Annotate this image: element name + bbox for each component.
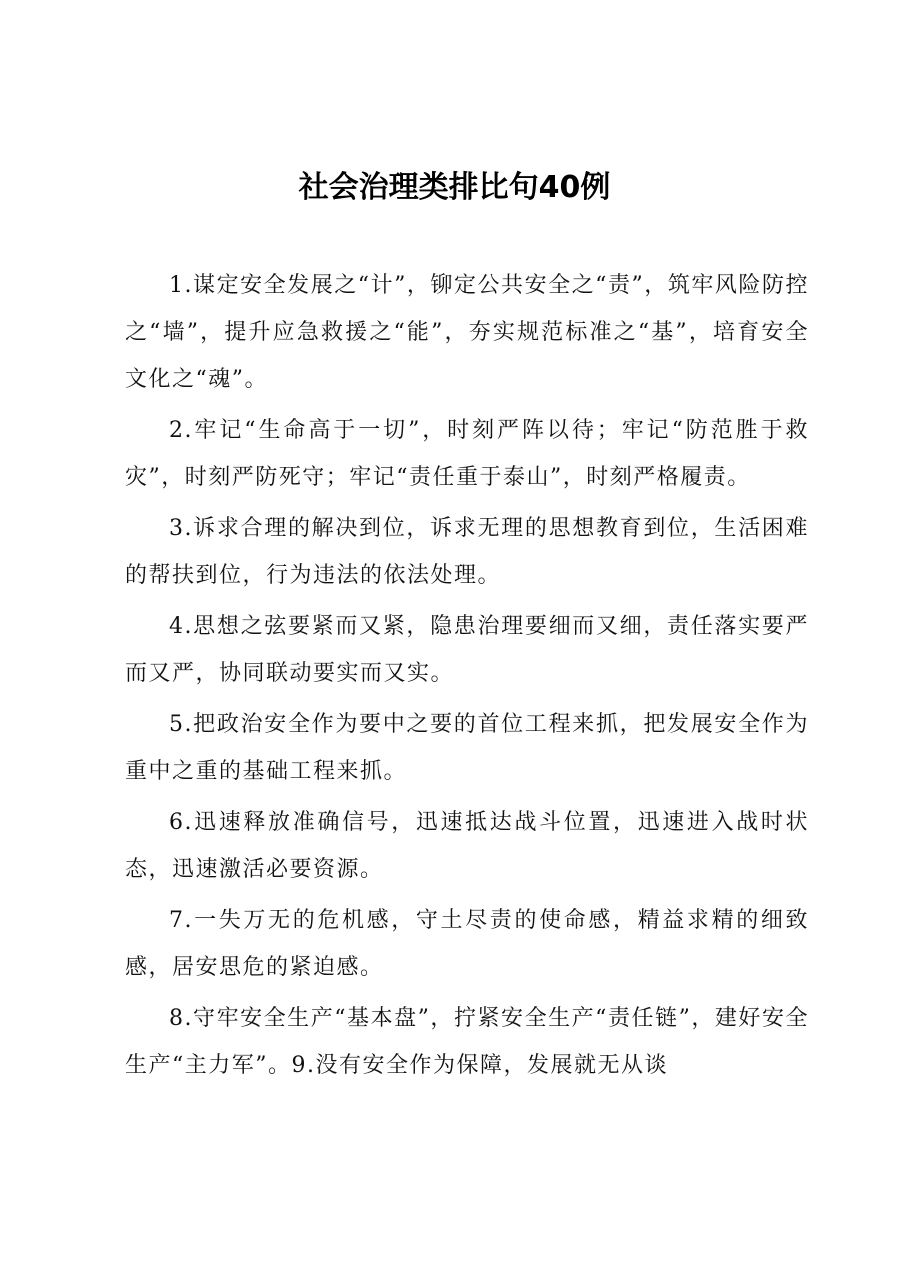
document-title: 社会治理类排比句40例 [298, 170, 611, 205]
paragraph-7: 7.一失万无的危机感，守土尽责的使命感，精益求精的细致感，居安思危的紧迫感。 [125, 908, 809, 980]
document-body [125, 262, 809, 1093]
paragraph-8: 8.守牢安全生产“基本盘”，拧紧安全生产“责任链”，建好安全生产“主力军”。9.没有安全作为保障，发展就无从谈 [125, 1006, 809, 1078]
paragraph-6: 6.迅速释放准确信号，迅速抵达战斗位置，迅速进入战时状态，迅速激活必要资源。 [125, 810, 809, 882]
paragraph-5: 5.把政治安全作为要中之要的首位工程来抓，把发展安全作为重中之重的基础工程来抓。 [125, 712, 809, 784]
paragraph-1: 1.谋定安全发展之“计”，铆定公共安全之“责”，筑牢风险防控之“墙”，提升应急救援之“能”，夯实规范标准之“基”，培育安全文化之“魂”。 [125, 273, 809, 392]
paragraph-2: 2.牢记“生命高于一切”，时刻严阵以待；牢记“防范胜于救灾”，时刻严防死守；牢记“责任重于泰山”，时刻严格履责。 [125, 418, 809, 490]
paragraph-3: 3.诉求合理的解决到位，诉求无理的思想教育到位，生活困难的帮扶到位，行为违法的依法处理。 [125, 516, 809, 588]
paragraph-4: 4.思想之弦要紧而又紧，隐患治理要细而又细，责任落实要严而又严，协同联动要实而又实。 [125, 614, 809, 686]
